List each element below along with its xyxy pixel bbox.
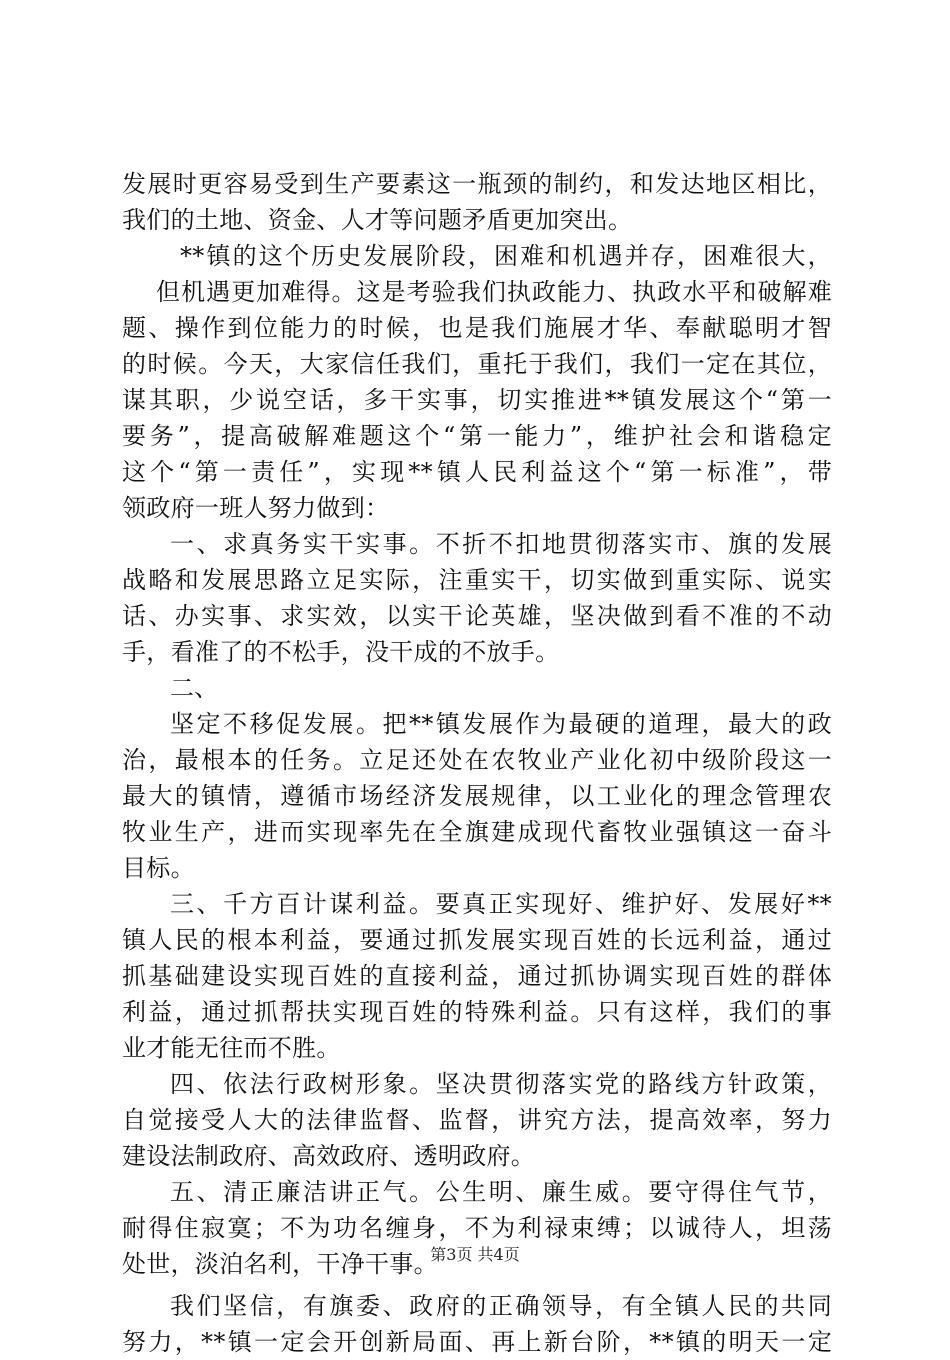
paragraph-line: 二、 [170, 674, 219, 702]
page-number-footer: 第3页 共4页 [430, 1245, 520, 1264]
paragraph-line: 我们的土地、资金、人才等问题矛盾更加突出。 [122, 206, 633, 234]
paragraph-line: 建设法制政府、高效政府、透明政府。 [122, 1142, 536, 1170]
paragraph-line: 一、求真务实干实事。不折不扣地贯彻落实市、旗的发展 [170, 530, 832, 558]
paragraph-line: 处世，淡泊名利，干净干事。 [122, 1250, 438, 1278]
paragraph-line: 牧业生产，进而实现率先在全旗建成现代畜牧业强镇这一奋斗 [122, 818, 832, 846]
paragraph-line: 治，最根本的任务。立足还处在农牧业产业化初中级阶段这一 [122, 746, 832, 774]
paragraph-line: 坚定不移促发展。把**镇发展作为最硬的道理，最大的政 [170, 710, 832, 738]
paragraph-line: 谋其职，少说空话，多干实事，切实推进**镇发展这个“第一 [122, 386, 832, 414]
paragraph-line: 最大的镇情，遵循市场经济发展规律，以工业化的理念管理农 [122, 782, 832, 810]
paragraph-line: 这个“第一责任”，实现**镇人民利益这个“第一标准”，带 [122, 458, 832, 486]
paragraph-line: 手，看准了的不松手，没干成的不放手。 [122, 638, 560, 666]
document-body [122, 166, 832, 1360]
paragraph-line: 业才能无往而不胜。 [122, 1034, 341, 1062]
paragraph-line: 话、办实事、求实效，以实干论英雄，坚决做到看不准的不动 [122, 602, 832, 630]
paragraph-line: **镇的这个历史发展阶段，困难和机遇并存，困难很大， [180, 242, 832, 270]
paragraph-line: 领政府一班人努力做到： [122, 494, 390, 522]
paragraph-line: 四、依法行政树形象。坚决贯彻落实党的路线方针政策， [170, 1070, 832, 1098]
paragraph-line: 利益，通过抓帮扶实现百姓的特殊利益。只有这样，我们的事 [122, 998, 832, 1026]
paragraph-line: 抓基础建设实现百姓的直接利益，通过抓协调实现百姓的群体 [122, 962, 832, 990]
paragraph-line: 战略和发展思路立足实际，注重实干，切实做到重实际、说实 [122, 566, 832, 594]
paragraph-line: 镇人民的根本利益，要通过抓发展实现百姓的长远利益，通过 [122, 926, 832, 954]
paragraph-line: 的时候。今天，大家信任我们，重托于我们，我们一定在其位， [122, 350, 832, 378]
paragraph-line: 我们坚信，有旗委、政府的正确领导，有全镇人民的共同 [170, 1292, 832, 1320]
paragraph-line: 耐得住寂寞；不为功名缠身，不为利禄束缚；以诚待人，坦荡 [122, 1214, 832, 1242]
paragraph-line: 努力，**镇一定会开创新局面、再上新台阶，**镇的明天一定 [122, 1328, 832, 1356]
paragraph-line: 发展时更容易受到生产要素这一瓶颈的制约，和发达地区相比， [122, 170, 832, 198]
paragraph-line: 目标。 [122, 854, 195, 882]
paragraph-line: 但机遇更加难得。这是考验我们执政能力、执政水平和破解难 [156, 278, 832, 306]
paragraph-line: 三、千方百计谋利益。要真正实现好、维护好、发展好** [170, 890, 832, 918]
paragraph-line: 五、清正廉洁讲正气。公生明、廉生威。要守得住气节， [170, 1178, 832, 1206]
paragraph-line: 题、操作到位能力的时候，也是我们施展才华、奉献聪明才智 [122, 314, 832, 342]
paragraph-line: 要务”，提高破解难题这个“第一能力”，维护社会和谐稳定 [122, 422, 832, 450]
paragraph-line: 自觉接受人大的法律监督、监督，讲究方法，提高效率，努力 [122, 1106, 832, 1134]
